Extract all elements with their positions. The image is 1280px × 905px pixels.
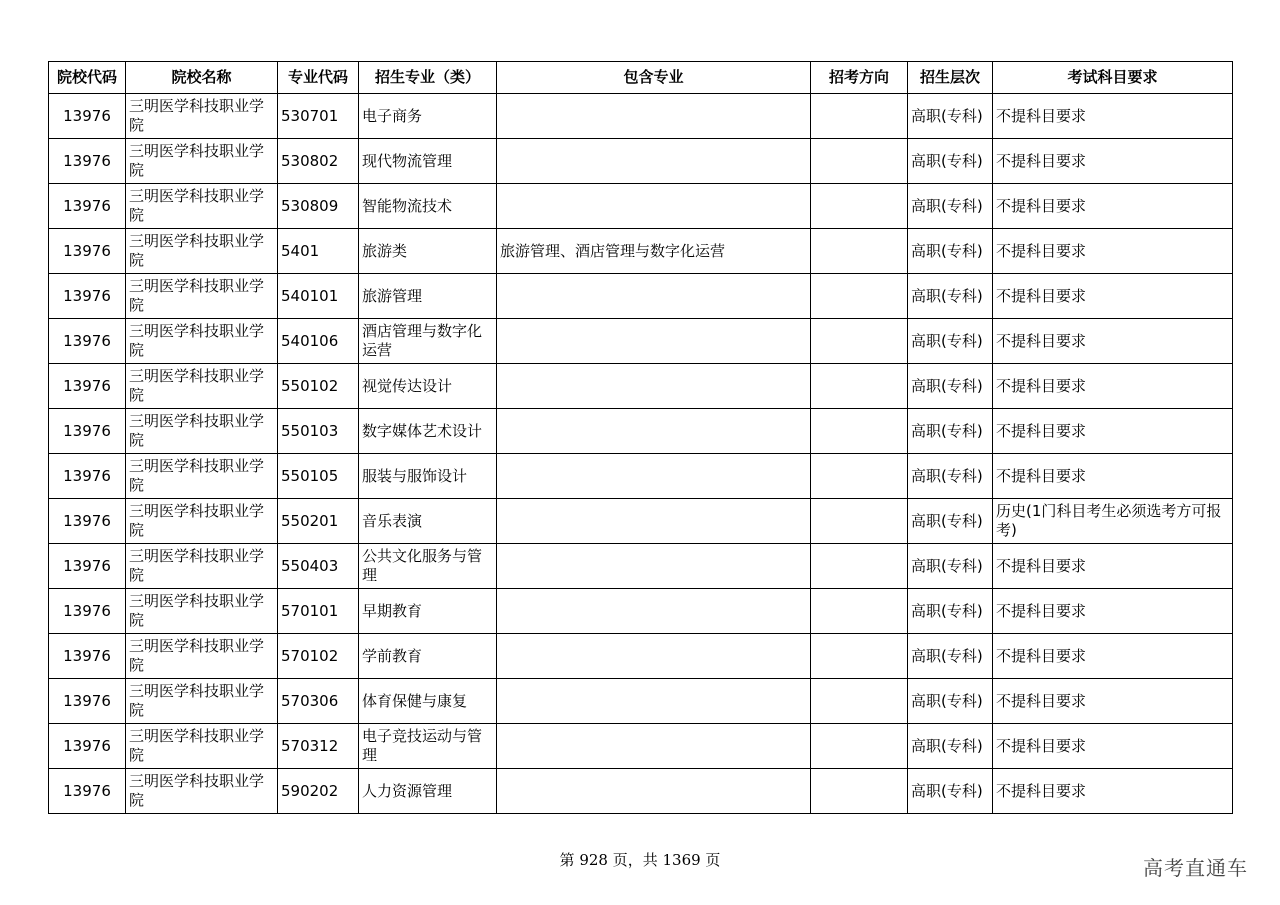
cell-major: 服装与服饰设计 xyxy=(359,454,497,499)
cell-included xyxy=(497,634,811,679)
cell-direction xyxy=(811,274,908,319)
cell-level: 高职(专科) xyxy=(908,139,993,184)
cell-included xyxy=(497,364,811,409)
cell-direction xyxy=(811,499,908,544)
cell-school-name: 三明医学科技职业学院 xyxy=(126,229,278,274)
cell-school-code: 13976 xyxy=(49,454,126,499)
cell-major-code: 550201 xyxy=(278,499,359,544)
cell-school-name: 三明医学科技职业学院 xyxy=(126,499,278,544)
cell-school-name: 三明医学科技职业学院 xyxy=(126,409,278,454)
cell-major: 音乐表演 xyxy=(359,499,497,544)
cell-major-code: 540101 xyxy=(278,274,359,319)
cell-major: 人力资源管理 xyxy=(359,769,497,814)
cell-level: 高职(专科) xyxy=(908,229,993,274)
cell-included xyxy=(497,589,811,634)
cell-school-code: 13976 xyxy=(49,679,126,724)
cell-school-name: 三明医学科技职业学院 xyxy=(126,724,278,769)
cell-school-code: 13976 xyxy=(49,769,126,814)
cell-school-code: 13976 xyxy=(49,94,126,139)
cell-included xyxy=(497,679,811,724)
cell-included xyxy=(497,544,811,589)
page-footer: 第 928 页，共 1369 页 xyxy=(559,851,721,869)
table-row xyxy=(49,229,1233,274)
cell-included xyxy=(497,319,811,364)
cell-major-code: 550105 xyxy=(278,454,359,499)
cell-requirement: 不提科目要求 xyxy=(993,634,1233,679)
cell-direction xyxy=(811,139,908,184)
watermark-text: 高考直通车 xyxy=(1143,856,1248,880)
cell-requirement: 不提科目要求 xyxy=(993,409,1233,454)
cell-major: 旅游管理 xyxy=(359,274,497,319)
cell-school-code: 13976 xyxy=(49,139,126,184)
table-row xyxy=(49,769,1233,814)
cell-level: 高职(专科) xyxy=(908,94,993,139)
table-row xyxy=(49,364,1233,409)
cell-included xyxy=(497,769,811,814)
cell-level: 高职(专科) xyxy=(908,589,993,634)
cell-requirement: 不提科目要求 xyxy=(993,139,1233,184)
table-row xyxy=(49,184,1233,229)
cell-major: 酒店管理与数字化运营 xyxy=(359,319,497,364)
cell-school-name: 三明医学科技职业学院 xyxy=(126,139,278,184)
cell-direction xyxy=(811,319,908,364)
cell-school-code: 13976 xyxy=(49,184,126,229)
cell-included xyxy=(497,499,811,544)
cell-level: 高职(专科) xyxy=(908,364,993,409)
cell-included xyxy=(497,454,811,499)
table-row xyxy=(49,679,1233,724)
cell-school-name: 三明医学科技职业学院 xyxy=(126,679,278,724)
cell-level: 高职(专科) xyxy=(908,724,993,769)
cell-requirement: 不提科目要求 xyxy=(993,724,1233,769)
cell-school-code: 13976 xyxy=(49,499,126,544)
cell-major-code: 550102 xyxy=(278,364,359,409)
cell-requirement: 不提科目要求 xyxy=(993,184,1233,229)
cell-major: 公共文化服务与管理 xyxy=(359,544,497,589)
cell-requirement: 不提科目要求 xyxy=(993,544,1233,589)
table-row xyxy=(49,499,1233,544)
cell-school-code: 13976 xyxy=(49,319,126,364)
admission-table xyxy=(48,61,1233,814)
cell-school-code: 13976 xyxy=(49,229,126,274)
cell-major-code: 530701 xyxy=(278,94,359,139)
cell-included xyxy=(497,724,811,769)
header-requirement: 考试科目要求 xyxy=(993,62,1233,94)
table-row xyxy=(49,139,1233,184)
cell-major: 数字媒体艺术设计 xyxy=(359,409,497,454)
cell-direction xyxy=(811,769,908,814)
cell-major-code: 590202 xyxy=(278,769,359,814)
cell-included xyxy=(497,409,811,454)
cell-school-name: 三明医学科技职业学院 xyxy=(126,634,278,679)
cell-requirement: 不提科目要求 xyxy=(993,274,1233,319)
cell-school-name: 三明医学科技职业学院 xyxy=(126,769,278,814)
cell-school-name: 三明医学科技职业学院 xyxy=(126,274,278,319)
cell-school-name: 三明医学科技职业学院 xyxy=(126,184,278,229)
cell-level: 高职(专科) xyxy=(908,454,993,499)
cell-major-code: 550103 xyxy=(278,409,359,454)
cell-included xyxy=(497,274,811,319)
cell-school-code: 13976 xyxy=(49,274,126,319)
cell-major-code: 5401 xyxy=(278,229,359,274)
cell-requirement: 不提科目要求 xyxy=(993,319,1233,364)
cell-included xyxy=(497,94,811,139)
cell-included xyxy=(497,184,811,229)
cell-major: 旅游类 xyxy=(359,229,497,274)
cell-level: 高职(专科) xyxy=(908,184,993,229)
cell-included: 旅游管理、酒店管理与数字化运营 xyxy=(497,229,811,274)
cell-major-code: 570312 xyxy=(278,724,359,769)
cell-major: 智能物流技术 xyxy=(359,184,497,229)
cell-school-code: 13976 xyxy=(49,724,126,769)
cell-level: 高职(专科) xyxy=(908,769,993,814)
cell-major-code: 570306 xyxy=(278,679,359,724)
cell-major: 现代物流管理 xyxy=(359,139,497,184)
cell-requirement: 不提科目要求 xyxy=(993,589,1233,634)
cell-major-code: 550403 xyxy=(278,544,359,589)
cell-major: 体育保健与康复 xyxy=(359,679,497,724)
cell-direction xyxy=(811,454,908,499)
cell-direction xyxy=(811,634,908,679)
cell-school-code: 13976 xyxy=(49,589,126,634)
cell-school-name: 三明医学科技职业学院 xyxy=(126,544,278,589)
header-school-name: 院校名称 xyxy=(126,62,278,94)
header-row xyxy=(49,62,1233,94)
cell-direction xyxy=(811,184,908,229)
cell-requirement: 不提科目要求 xyxy=(993,229,1233,274)
cell-requirement: 不提科目要求 xyxy=(993,454,1233,499)
cell-direction xyxy=(811,724,908,769)
header-direction: 招考方向 xyxy=(811,62,908,94)
table-row xyxy=(49,544,1233,589)
cell-school-name: 三明医学科技职业学院 xyxy=(126,454,278,499)
cell-major-code: 530809 xyxy=(278,184,359,229)
table-row xyxy=(49,634,1233,679)
cell-major: 视觉传达设计 xyxy=(359,364,497,409)
table-row xyxy=(49,589,1233,634)
cell-school-name: 三明医学科技职业学院 xyxy=(126,364,278,409)
cell-major-code: 540106 xyxy=(278,319,359,364)
cell-school-code: 13976 xyxy=(49,544,126,589)
cell-school-code: 13976 xyxy=(49,409,126,454)
cell-requirement: 不提科目要求 xyxy=(993,679,1233,724)
cell-direction xyxy=(811,409,908,454)
cell-level: 高职(专科) xyxy=(908,499,993,544)
cell-requirement: 不提科目要求 xyxy=(993,94,1233,139)
cell-school-code: 13976 xyxy=(49,634,126,679)
cell-major: 学前教育 xyxy=(359,634,497,679)
cell-level: 高职(专科) xyxy=(908,274,993,319)
cell-major: 电子商务 xyxy=(359,94,497,139)
header-level: 招生层次 xyxy=(908,62,993,94)
table-row xyxy=(49,724,1233,769)
header-school-code: 院校代码 xyxy=(49,62,126,94)
cell-requirement: 不提科目要求 xyxy=(993,769,1233,814)
cell-direction xyxy=(811,589,908,634)
cell-requirement: 历史(1门科目考生必须选考方可报考) xyxy=(993,499,1233,544)
table-row xyxy=(49,454,1233,499)
cell-direction xyxy=(811,94,908,139)
cell-major: 早期教育 xyxy=(359,589,497,634)
cell-level: 高职(专科) xyxy=(908,634,993,679)
cell-level: 高职(专科) xyxy=(908,679,993,724)
cell-level: 高职(专科) xyxy=(908,319,993,364)
cell-direction xyxy=(811,544,908,589)
cell-school-name: 三明医学科技职业学院 xyxy=(126,94,278,139)
cell-school-code: 13976 xyxy=(49,364,126,409)
cell-major: 电子竞技运动与管理 xyxy=(359,724,497,769)
cell-level: 高职(专科) xyxy=(908,544,993,589)
table-row xyxy=(49,409,1233,454)
cell-requirement: 不提科目要求 xyxy=(993,364,1233,409)
header-major: 招生专业（类） xyxy=(359,62,497,94)
cell-major-code: 570101 xyxy=(278,589,359,634)
cell-direction xyxy=(811,229,908,274)
cell-level: 高职(专科) xyxy=(908,409,993,454)
cell-major-code: 570102 xyxy=(278,634,359,679)
table-row xyxy=(49,274,1233,319)
header-major-code: 专业代码 xyxy=(278,62,359,94)
table-row xyxy=(49,94,1233,139)
cell-major-code: 530802 xyxy=(278,139,359,184)
cell-school-name: 三明医学科技职业学院 xyxy=(126,589,278,634)
cell-included xyxy=(497,139,811,184)
cell-direction xyxy=(811,364,908,409)
header-included: 包含专业 xyxy=(497,62,811,94)
cell-school-name: 三明医学科技职业学院 xyxy=(126,319,278,364)
cell-direction xyxy=(811,679,908,724)
table-row xyxy=(49,319,1233,364)
